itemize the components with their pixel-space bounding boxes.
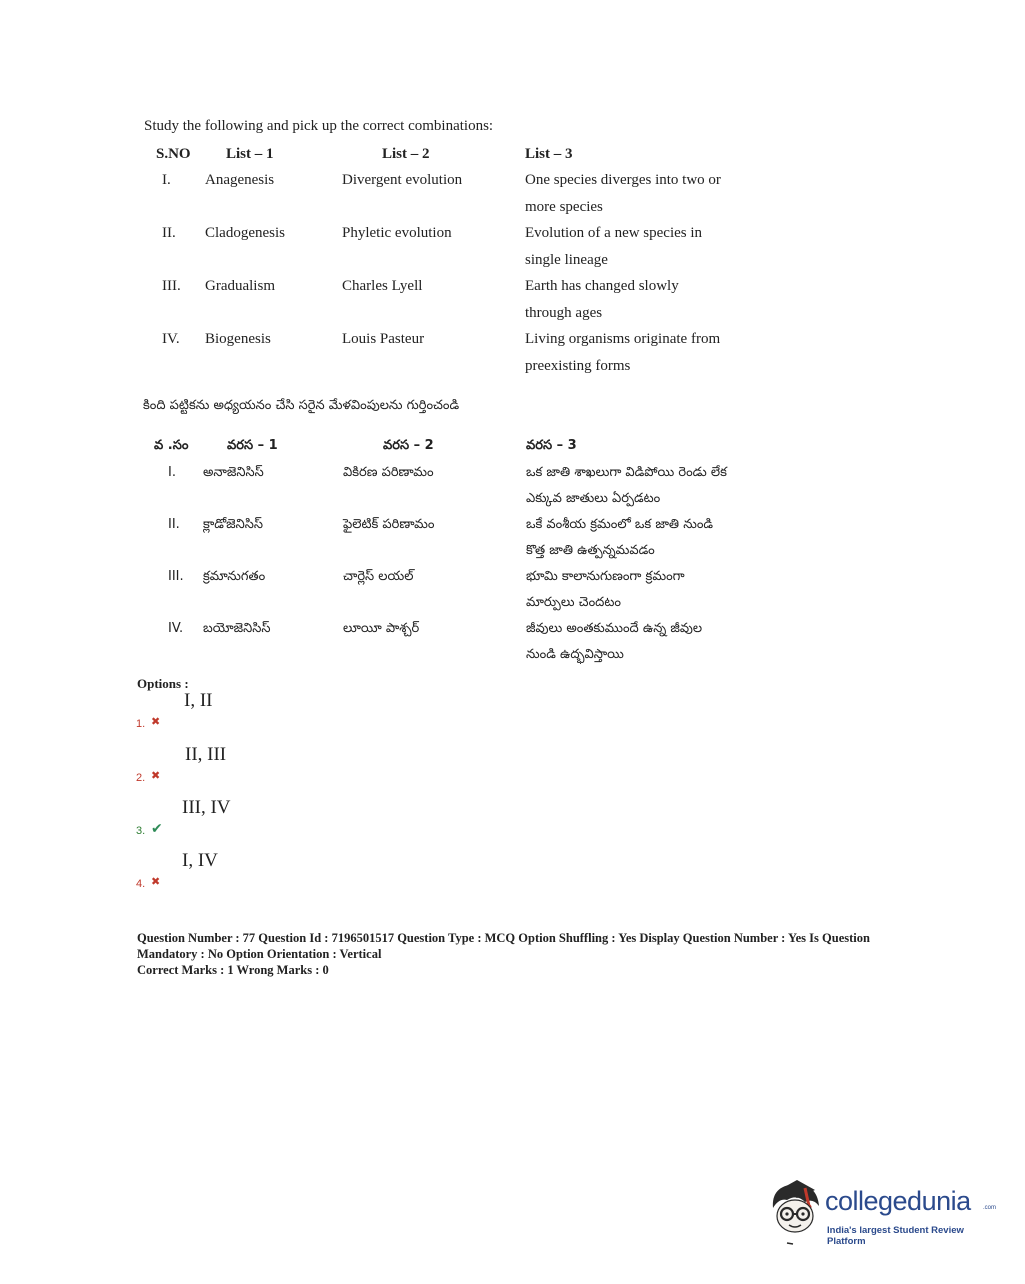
option-text: II, III [185, 744, 227, 765]
row-list-3-line-1: Earth has changed slowly [525, 278, 679, 294]
row-list-3-line-1: భూమి కాలానుగుణంగా క్రమంగా [526, 569, 685, 584]
row-list-2: Phyletic evolution [342, 225, 452, 241]
header-sno: S.NO [156, 145, 191, 162]
row-list-3 [526, 512, 741, 564]
option-number: 2. [136, 772, 146, 784]
row-list-3-line-2: కొత్త జాతి ఉత్పన్నమవడం [526, 543, 655, 558]
question-marks: Correct Marks : 1 Wrong Marks : 0 [137, 963, 329, 977]
row-list-3 [526, 616, 741, 668]
match-table-telugu [154, 434, 741, 668]
row-list-2: Charles Lyell [342, 278, 423, 294]
header-list-3: వరస – 3 [526, 438, 577, 453]
row-list-1: Anagenesis [205, 172, 275, 188]
collegedunia-logo [765, 1176, 1005, 1246]
row-list-3-line-2: through ages [525, 304, 603, 321]
header-list-1: వరస – 1 [227, 438, 278, 453]
row-list-3 [526, 564, 741, 616]
question-intro-telugu: కింది పట్టికను అధ్యయనం చేసి సరైన మేళవింపులను గుర్తించండి [143, 398, 460, 413]
row-sno: IV. [162, 331, 180, 347]
row-sno: I. [162, 172, 171, 188]
header-list-2: List – 2 [382, 145, 430, 162]
row-list-3-line-1: ఒక జాతి శాఖలుగా విడిపోయి రెండు లేక [526, 465, 727, 480]
option-2[interactable] [136, 744, 436, 784]
row-list-3-line-2: మార్పులు చెందటం [526, 595, 621, 610]
question-metadata [137, 930, 917, 978]
table-row [154, 512, 741, 564]
options-heading: Options : [137, 676, 189, 691]
table-header-row [156, 141, 740, 167]
row-sno: II. [168, 517, 180, 532]
row-sno: IV. [168, 621, 184, 636]
header-list-1: List – 1 [226, 145, 274, 162]
row-sno: II. [162, 225, 176, 241]
row-list-3-line-2: ఎక్కువ జాతులు ఏర్పడటం [526, 491, 661, 506]
table-row [154, 460, 741, 512]
row-list-3 [525, 167, 740, 220]
mascot-icon [765, 1176, 825, 1246]
table-row [154, 564, 741, 616]
table-row [156, 326, 740, 379]
row-list-2: Divergent evolution [342, 172, 463, 188]
wrong-cross-icon: ✖ [151, 769, 161, 782]
row-list-3-line-1: Living organisms originate from [525, 331, 721, 347]
row-list-1: బయోజెనిసిస్ [203, 621, 271, 636]
header-list-3: List – 3 [525, 145, 573, 162]
row-list-3-line-2: నుండి ఉద్భవిస్తాయి [526, 647, 624, 662]
header-sno: వ .సం [154, 438, 189, 453]
correct-check-icon: ✔ [151, 821, 163, 837]
row-list-2: Louis Pasteur [342, 331, 425, 347]
row-list-3-line-1: జీవులు అంతకుముందే ఉన్న జీవుల [526, 621, 703, 636]
row-sno: III. [162, 278, 181, 294]
wrong-cross-icon: ✖ [151, 715, 161, 728]
row-list-1: Gradualism [205, 278, 275, 294]
logo-tagline: India's largest Student Review Platform [827, 1225, 964, 1247]
row-sno: III. [168, 569, 184, 584]
row-list-3 [525, 326, 740, 379]
row-list-1: Cladogenesis [205, 225, 285, 241]
option-1[interactable] [136, 690, 436, 730]
row-list-3-line-1: ఒకే వంశీయ క్రమంలో ఒక జాతి నుండి [526, 517, 714, 532]
option-3[interactable] [136, 797, 436, 837]
row-list-3 [526, 460, 741, 512]
row-list-3-line-2: preexisting forms [525, 357, 631, 374]
row-list-3-line-2: single lineage [525, 251, 608, 268]
row-list-1: అనాజెనిసిస్ [203, 465, 264, 480]
row-list-3-line-1: Evolution of a new species in [525, 225, 703, 241]
row-list-2: లూయీ పాశ్చర్ [343, 621, 420, 636]
option-text: I, IV [182, 850, 218, 871]
table-header-row [154, 434, 741, 460]
table-row [154, 616, 741, 668]
row-list-2: ఫైలెటిక్ పరిణామం [343, 517, 435, 532]
row-list-3 [525, 273, 740, 326]
table-row [156, 167, 740, 220]
row-list-1: Biogenesis [205, 331, 271, 347]
row-list-3-line-1: One species diverges into two or [525, 172, 721, 188]
match-table-english [156, 141, 740, 379]
row-list-3-line-2: more species [525, 198, 603, 215]
logo-wordmark: collegedunia [825, 1186, 971, 1216]
option-text: III, IV [182, 797, 231, 818]
row-sno: I. [168, 465, 176, 480]
option-4[interactable] [136, 850, 436, 890]
table-row [156, 273, 740, 326]
header-list-2: వరస – 2 [383, 438, 434, 453]
row-list-2: చార్లెస్ లయల్ [343, 569, 414, 584]
option-number: 3. [136, 825, 146, 837]
row-list-2: వికిరణ పరిణామం [343, 465, 434, 480]
option-number: 4. [136, 878, 146, 890]
logo-domain-suffix: .com [983, 1205, 997, 1211]
option-number: 1. [136, 718, 146, 730]
table-row [156, 220, 740, 273]
row-list-1: క్రమానుగతం [203, 569, 266, 584]
question-metadata-line-1: Question Number : 77 Question Id : 7196501517 Question Type : MCQ Option Shuffling : Yes Display Question Number : Yes Is Question Mandatory : No Option Orientation : Vertical [137, 931, 870, 961]
question-intro: Study the following and pick up the correct combinations: [144, 118, 494, 134]
option-text: I, II [184, 690, 213, 711]
wrong-cross-icon: ✖ [151, 875, 161, 888]
row-list-1: క్లాడోజెనిసిస్ [203, 517, 264, 532]
row-list-3 [525, 220, 740, 273]
